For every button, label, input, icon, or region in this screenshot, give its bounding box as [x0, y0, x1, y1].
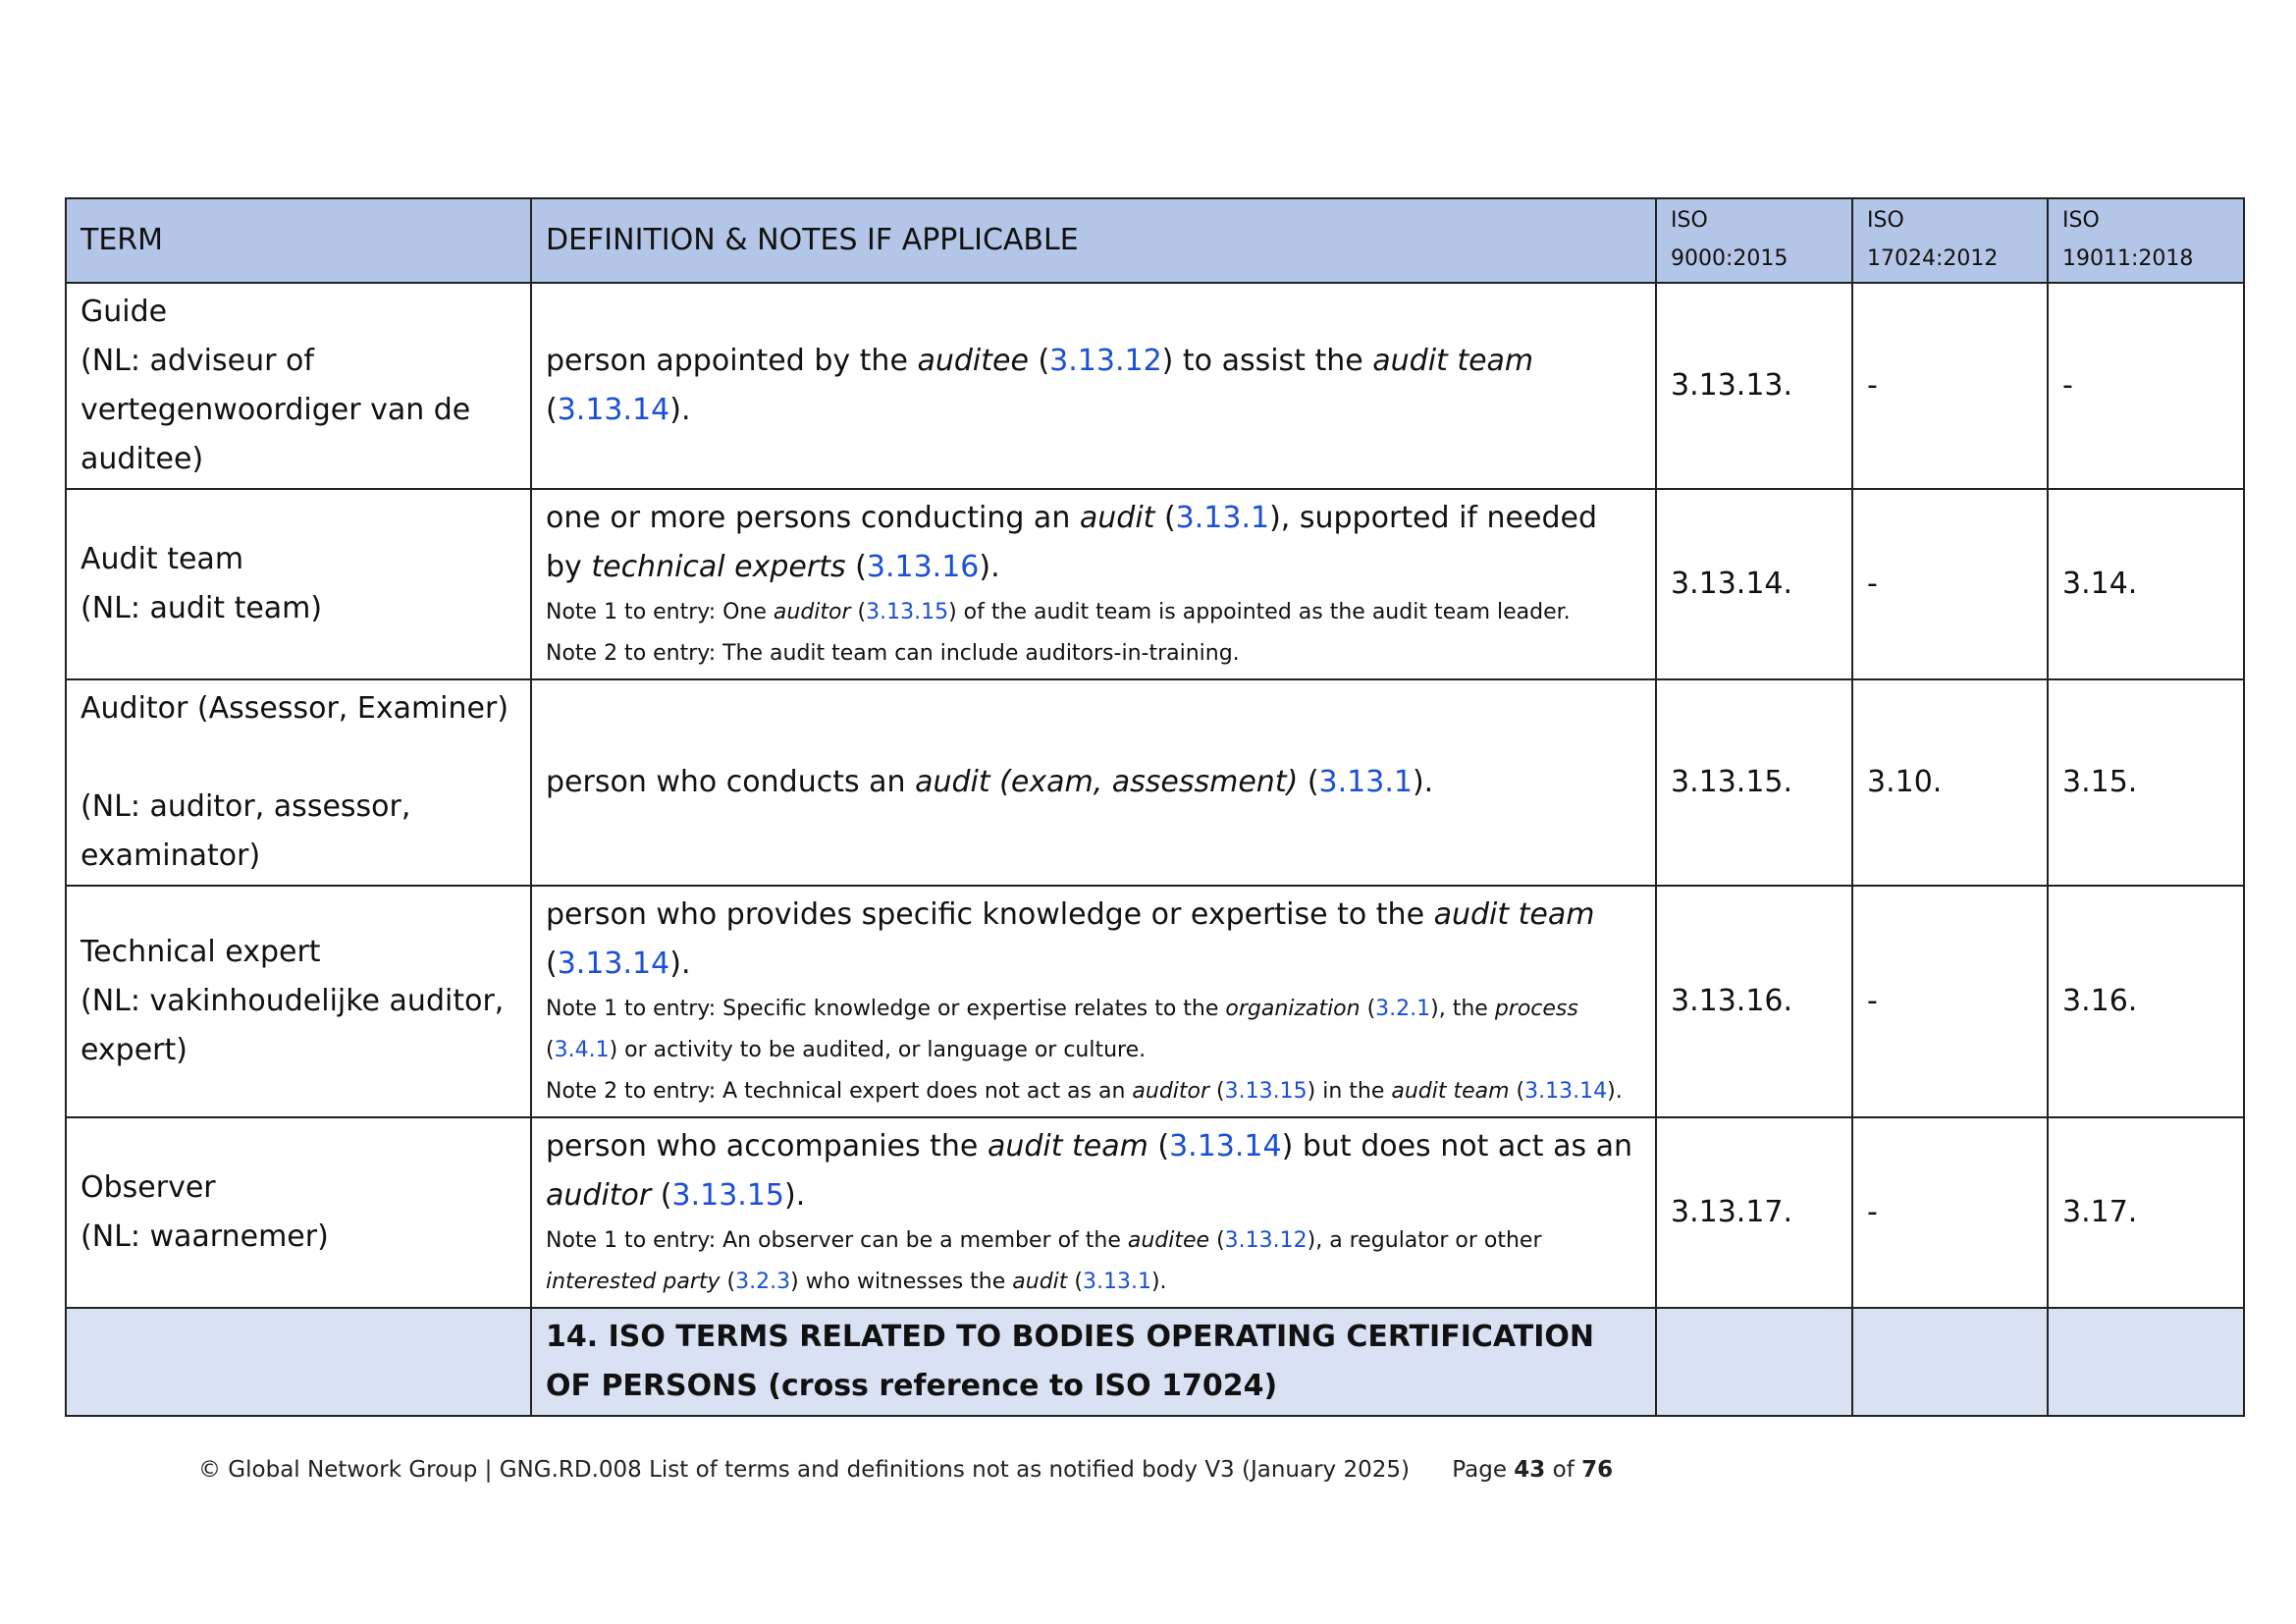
section-empty-cell — [1656, 1308, 1852, 1416]
reference-link[interactable]: 3.13.14 — [557, 947, 670, 981]
term-cell — [66, 679, 531, 886]
definition-cell — [531, 679, 1656, 886]
definition-cell — [531, 283, 1656, 489]
term-name: Auditor (Assessor, Examiner) — [80, 691, 509, 726]
table-row — [66, 489, 2244, 679]
reference-link[interactable]: 3.13.14 — [557, 393, 670, 427]
reference-link[interactable]: 3.13.14 — [1524, 1079, 1608, 1104]
note-text: ). — [1607, 1079, 1623, 1104]
iso17024-cell: 3.10. — [1852, 679, 2048, 886]
term-dutch: vertegenwoordiger van de — [80, 393, 471, 427]
term-cell — [66, 283, 531, 489]
term-name: Guide — [80, 295, 168, 329]
section-heading: 14. ISO TERMS RELATED TO BODIES OPERATING CERTIFICATION OF PERSONS (cross reference to ISO 17024) — [531, 1308, 1656, 1416]
header-iso17024-line2: 17024:2012 — [1867, 246, 1999, 271]
section-empty-cell — [1852, 1308, 2048, 1416]
header-iso9000-line2: 9000:2015 — [1671, 246, 1789, 271]
def-text: ) to assist the — [1161, 344, 1373, 378]
header-iso9000-line1: ISO — [1671, 208, 1708, 233]
def-text: ). — [784, 1178, 806, 1213]
reference-link[interactable]: 3.13.14 — [1169, 1129, 1282, 1164]
header-iso17024-line1: ISO — [1867, 208, 1904, 233]
term-dutch: (NL: adviseur of — [80, 344, 314, 378]
def-text: person who conducts an — [546, 765, 916, 799]
term-cell — [66, 1117, 531, 1308]
table-row — [66, 1117, 2244, 1308]
page-number — [1452, 1457, 1613, 1483]
note-text: ) of the audit team is appointed as the audit team leader. — [948, 600, 1571, 624]
header-row — [66, 198, 2244, 283]
note-term-italic: process — [1494, 997, 1578, 1021]
def-text: person who accompanies the — [546, 1129, 988, 1164]
note-text: ( — [546, 1038, 555, 1062]
page-total: 76 — [1581, 1457, 1614, 1483]
note-1 — [546, 989, 1641, 1071]
note-2: Note 2 to entry: The audit team can include auditors-in-training. — [546, 641, 1240, 666]
reference-link[interactable]: 3.13.12 — [1049, 344, 1162, 378]
iso17024-cell: - — [1852, 283, 2048, 489]
note-term-italic: organization — [1225, 997, 1361, 1021]
term-dutch: auditee) — [80, 442, 204, 476]
note-1 — [546, 592, 1641, 633]
term-name: Audit team — [80, 542, 244, 576]
def-term-italic: audit team — [1372, 344, 1534, 378]
reference-link[interactable]: 3.13.12 — [1224, 1228, 1308, 1253]
def-term-italic: audit — [1079, 501, 1155, 535]
def-text: ( — [546, 947, 558, 981]
page-current: 43 — [1514, 1457, 1546, 1483]
def-term-italic: audit team — [1433, 897, 1595, 932]
note-text: ( — [1509, 1079, 1525, 1104]
page-of: of — [1552, 1457, 1575, 1483]
note-text: Note 2 to entry: A technical expert does not act as an — [546, 1079, 1133, 1104]
reference-link[interactable]: 3.13.1 — [1175, 501, 1270, 535]
note-term-italic: interested party — [546, 1270, 721, 1294]
def-term-italic: audit team — [987, 1129, 1148, 1164]
term-dutch: expert) — [80, 1033, 187, 1067]
note-text: Note 1 to entry: Specific knowledge or expertise relates to the — [546, 997, 1226, 1021]
def-text: ) but does not act as an — [1281, 1129, 1633, 1164]
def-text: ). — [979, 550, 1000, 584]
iso9000-cell: 3.13.15. — [1656, 679, 1852, 886]
header-definition: DEFINITION & NOTES IF APPLICABLE — [531, 198, 1656, 283]
def-text: ( — [845, 550, 867, 584]
def-term-italic: auditee — [917, 344, 1029, 378]
note-text: Note 1 to entry: An observer can be a member of the — [546, 1228, 1128, 1253]
table-row — [66, 679, 2244, 886]
iso9000-cell: 3.13.13. — [1656, 283, 1852, 489]
reference-link[interactable]: 3.2.3 — [735, 1270, 791, 1294]
def-term-italic: audit (exam, assessment) — [915, 765, 1299, 799]
header-iso17024 — [1852, 198, 2048, 283]
def-text: ). — [669, 393, 691, 427]
term-dutch: (NL: waarnemer) — [80, 1219, 329, 1254]
term-dutch: (NL: audit team) — [80, 591, 323, 625]
reference-link[interactable]: 3.13.16 — [866, 550, 980, 584]
reference-link[interactable]: 3.13.1 — [1318, 765, 1413, 799]
iso9000-cell: 3.13.17. — [1656, 1117, 1852, 1308]
reference-link[interactable]: 3.13.15 — [866, 600, 949, 624]
table-row — [66, 283, 2244, 489]
header-iso9000 — [1656, 198, 1852, 283]
iso17024-cell: - — [1852, 489, 2048, 679]
note-text: ( — [1360, 997, 1376, 1021]
note-text: Note 1 to entry: One — [546, 600, 774, 624]
reference-link[interactable]: 3.4.1 — [554, 1038, 610, 1062]
reference-link[interactable]: 3.2.1 — [1375, 997, 1431, 1021]
def-term-italic: auditor — [546, 1178, 652, 1213]
note-text: ( — [1209, 1228, 1225, 1253]
terms-table — [65, 197, 2245, 1417]
definition-cell — [531, 489, 1656, 679]
def-text: ( — [546, 393, 558, 427]
def-text: ( — [1028, 344, 1050, 378]
def-term-italic: technical experts — [591, 550, 846, 584]
def-text: ), supported if needed by — [546, 501, 1597, 584]
def-text: one or more persons conducting an — [546, 501, 1080, 535]
def-text: ). — [669, 947, 691, 981]
iso17024-cell: - — [1852, 886, 2048, 1117]
iso17024-cell: - — [1852, 1117, 2048, 1308]
reference-link[interactable]: 3.13.1 — [1082, 1270, 1151, 1294]
header-iso19011 — [2048, 198, 2244, 283]
def-text: ). — [1412, 765, 1434, 799]
note-text: ( — [1209, 1079, 1225, 1104]
note-term-italic: auditor — [773, 600, 851, 624]
def-text: person appointed by the — [546, 344, 918, 378]
term-cell — [66, 886, 531, 1117]
note-1 — [546, 1220, 1641, 1303]
note-text: ), a regulator or other — [1307, 1228, 1542, 1253]
term-dutch: (NL: vakinhoudelijke auditor, — [80, 984, 505, 1018]
footer-text: © Global Network Group | GNG.RD.008 List of terms and definitions not as notified body V3 (January 2025) — [198, 1457, 1410, 1483]
reference-link[interactable]: 3.13.15 — [671, 1178, 784, 1213]
note-text: ( — [1067, 1270, 1083, 1294]
note-text: ) who witnesses the — [790, 1270, 1013, 1294]
term-dutch: (NL: auditor, assessor, — [80, 789, 411, 824]
header-iso19011-line2: 19011:2018 — [2062, 246, 2194, 271]
definition-cell — [531, 1117, 1656, 1308]
iso19011-cell: - — [2048, 283, 2244, 489]
note-text: ) or activity to be audited, or language or culture. — [609, 1038, 1147, 1062]
def-text: ( — [1298, 765, 1319, 799]
iso9000-cell: 3.13.16. — [1656, 886, 1852, 1117]
def-text: ( — [1148, 1129, 1170, 1164]
term-name: Technical expert — [80, 935, 321, 969]
header-iso19011-line1: ISO — [2062, 208, 2100, 233]
iso19011-cell: 3.17. — [2048, 1117, 2244, 1308]
term-dutch: examinator) — [80, 839, 261, 873]
definition-cell — [531, 886, 1656, 1117]
term-name: Observer — [80, 1170, 216, 1205]
note-text: ) in the — [1307, 1079, 1392, 1104]
iso9000-cell: 3.13.14. — [1656, 489, 1852, 679]
note-text: ), the — [1430, 997, 1495, 1021]
section-row — [66, 1308, 2244, 1416]
page-prefix: Page — [1452, 1457, 1507, 1483]
def-text: person who provides specific knowledge or expertise to the — [546, 897, 1434, 932]
page-footer — [198, 1457, 1613, 1483]
note-text: ( — [720, 1270, 736, 1294]
note-term-italic: audit — [1012, 1270, 1068, 1294]
note-text: ). — [1150, 1270, 1167, 1294]
term-cell — [66, 489, 531, 679]
header-term: TERM — [66, 198, 531, 283]
note-2 — [546, 1071, 1641, 1112]
def-text: ( — [1154, 501, 1176, 535]
def-text: ( — [651, 1178, 672, 1213]
note-term-italic: auditee — [1127, 1228, 1210, 1253]
note-text: ( — [850, 600, 867, 624]
reference-link[interactable]: 3.13.15 — [1224, 1079, 1308, 1104]
section-empty-cell — [66, 1308, 531, 1416]
section-empty-cell — [2048, 1308, 2244, 1416]
iso19011-cell: 3.15. — [2048, 679, 2244, 886]
note-term-italic: auditor — [1132, 1079, 1210, 1104]
note-term-italic: audit team — [1391, 1079, 1510, 1104]
iso19011-cell: 3.16. — [2048, 886, 2244, 1117]
table-row — [66, 886, 2244, 1117]
iso19011-cell: 3.14. — [2048, 489, 2244, 679]
